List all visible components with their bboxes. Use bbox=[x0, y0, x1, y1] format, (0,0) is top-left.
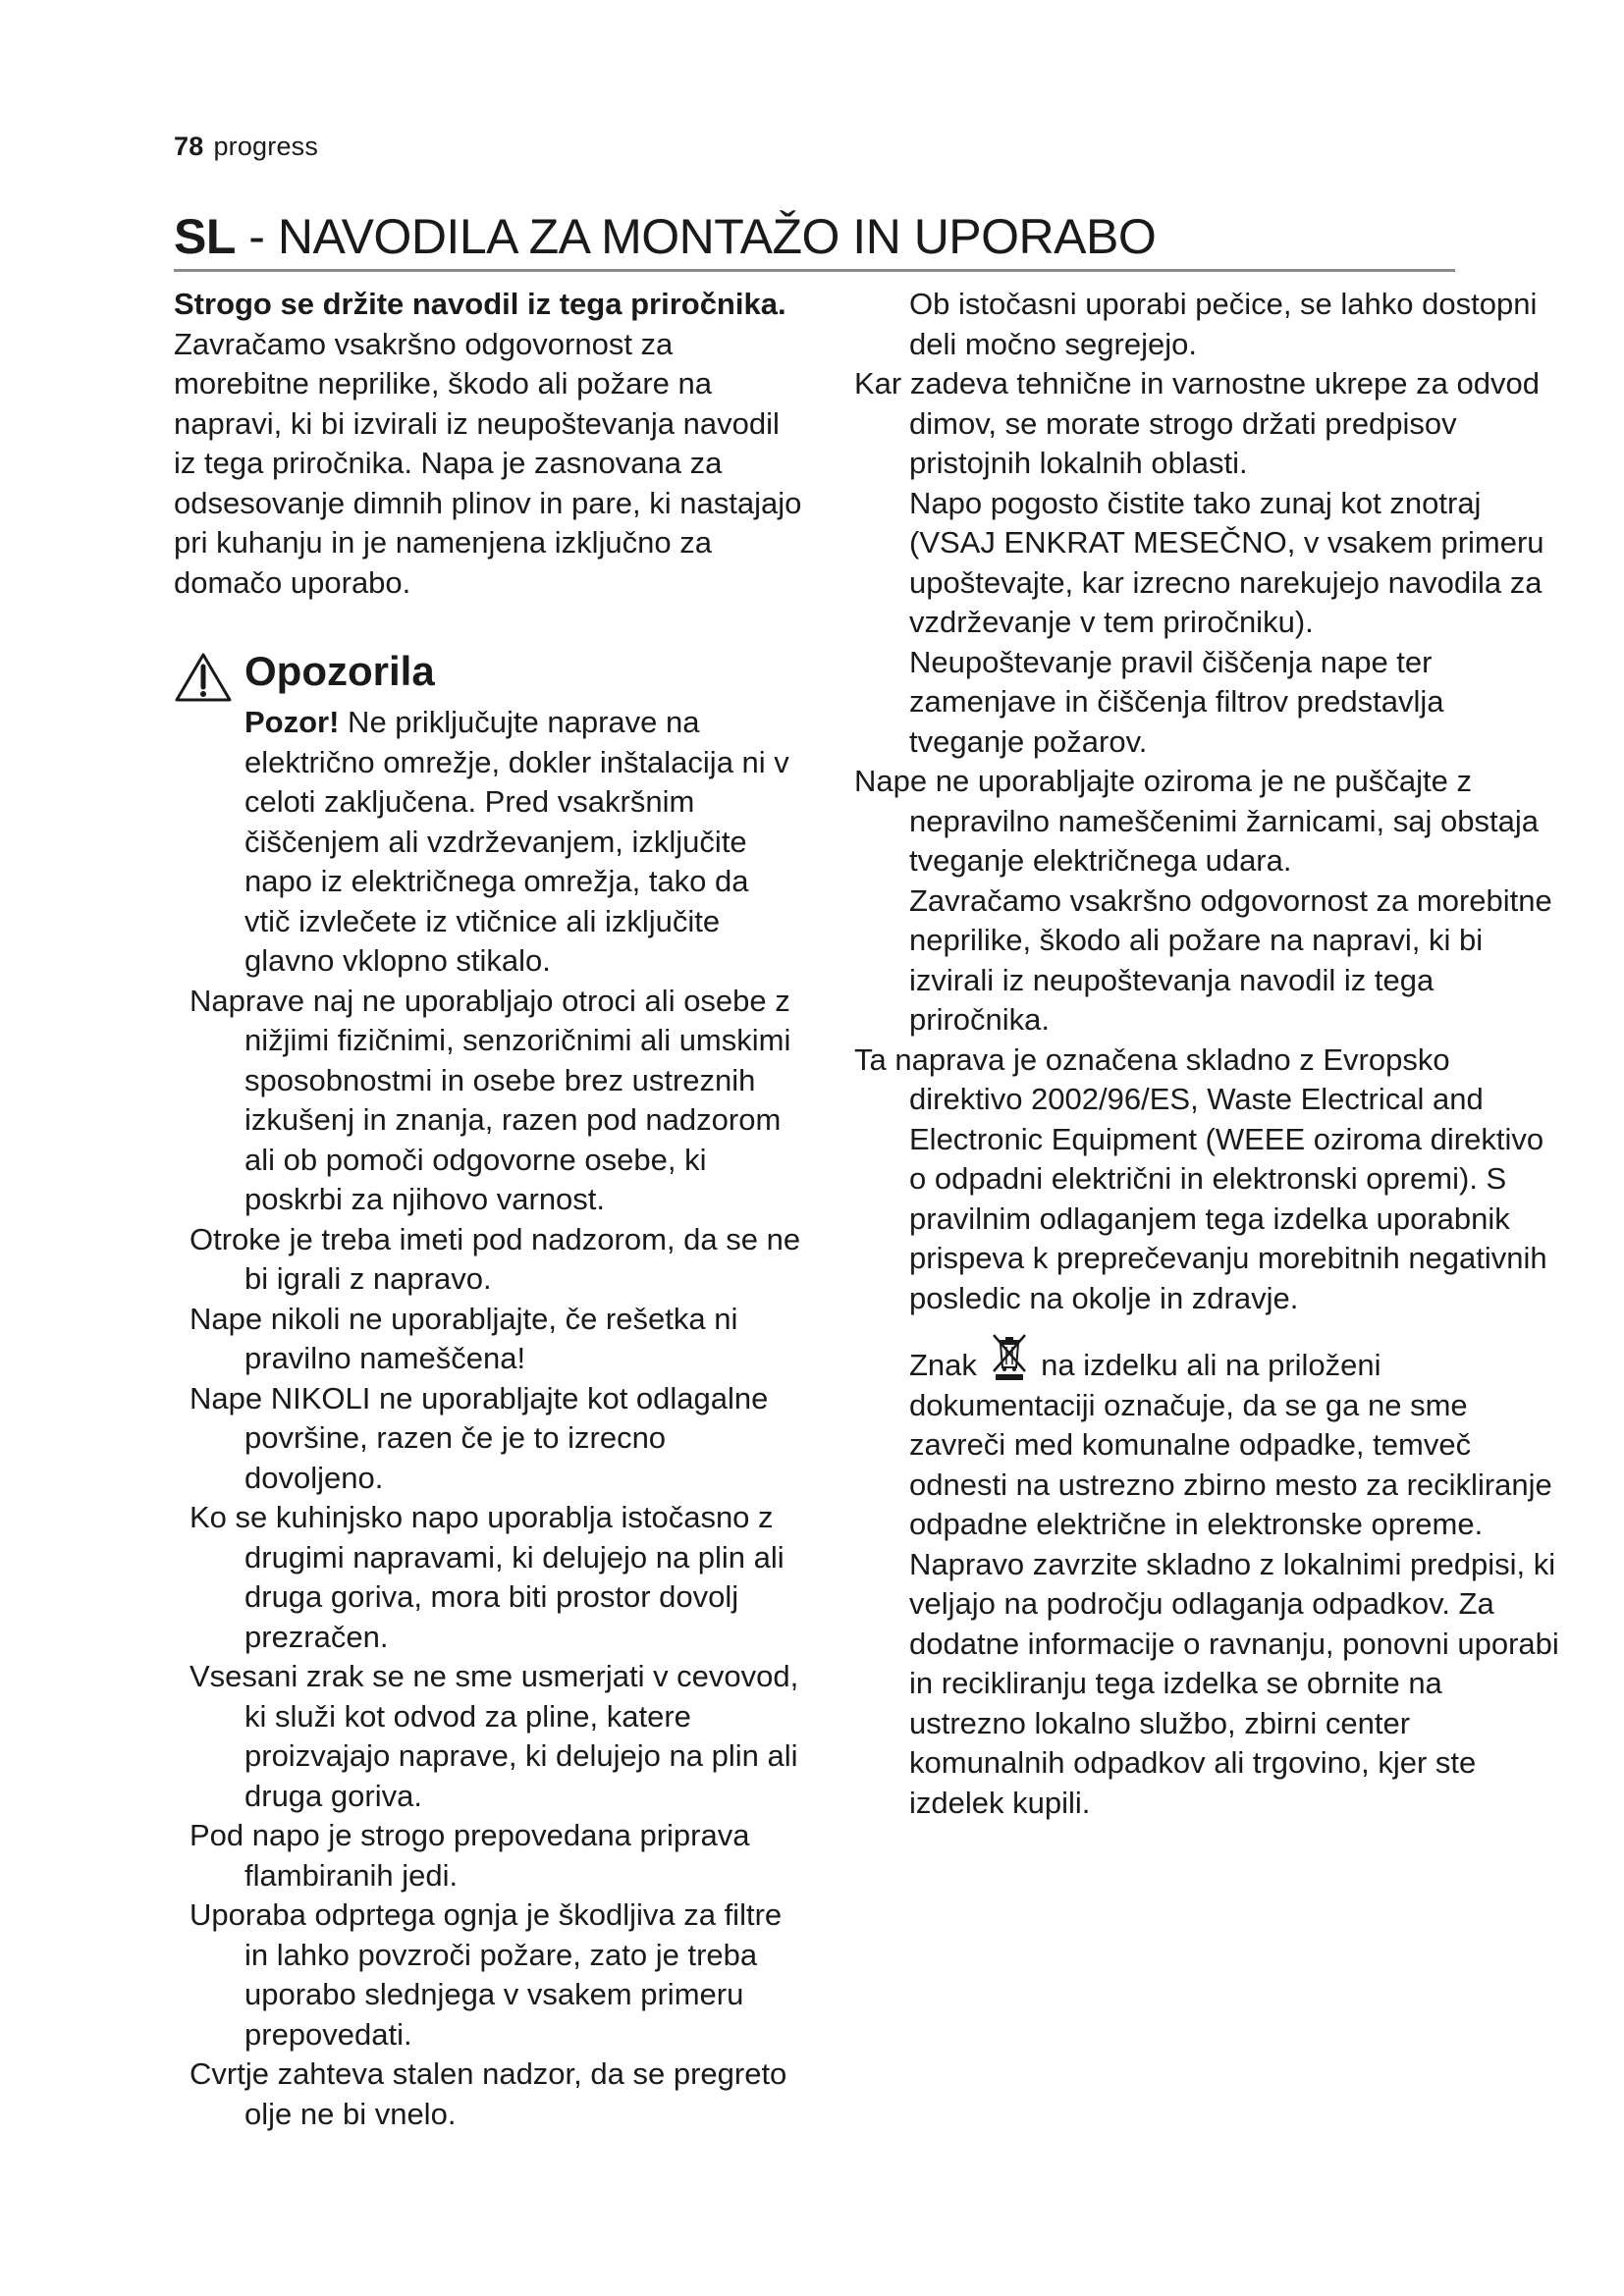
list-item: Vsesani zrak se ne sme usmerjati v cevovod, ki služi kot odvod za pline, katere proizvajajo naprave, ki delujejo na plin ali druga goriva. bbox=[189, 1659, 799, 1813]
intro-body: Zavračamo vsakršno odgovornost za morebitne neprilike, škodo ali požare na napravi, ki bi izvirali iz neupoštevanja navodil iz tega priročnika. Napa je zasnovana za odsesovanje dimnih plinov in pare, ki nastajajo pri kuhanju in je namenjena izključno za domačo uporabo. bbox=[174, 326, 802, 600]
page-header bbox=[174, 132, 318, 162]
list-item: Ta naprava je označena skladno z Evropsko direktivo 2002/96/ES, Waste Electrical and Electronic Equipment (WEEE oziroma direktivo o odpadni električni in elektronski opremi). S pravilnim odlaganjem tega izdelka uporabnik prispeva k preprečevanju morebitnih negativnih posledic na okolje in zdravje. bbox=[854, 1041, 1547, 1315]
list-item: Uporaba odprtega ognja je škodljiva za filtre in lahko povzroči požare, zato je treba uporabo slednjega v vsakem primeru prepovedati. bbox=[189, 1897, 783, 2052]
intro-lead: Strogo se držite navodil iz tega priročnika. bbox=[174, 287, 786, 321]
intro-paragraph bbox=[174, 285, 802, 603]
page-number: 78 bbox=[174, 132, 204, 161]
list-item: Kar zadeva tehnične in varnostne ukrepe za odvod dimov, se morate strogo držati predpisov pristojnih lokalnih oblasti. bbox=[854, 366, 1540, 480]
list-item: Nape ne uporabljajte oziroma je ne puščajte z nepravilno nameščenimi žarnicami, saj obstaja tveganje električnega udara. bbox=[854, 764, 1539, 878]
weee-text-before: Znak bbox=[909, 1348, 977, 1382]
list-item: Pod napo je strogo prepovedana priprava flambiranih jedi. bbox=[189, 1818, 750, 1893]
warning-text: Ne priključujte naprave na električno omrežje, dokler inštalacija ni v celoti zaključena. Pred vsakršnim čiščenjem ali vzdrževanjem, izključite napo iz električnega omrežja, tako da vtič izvlečete iz vtičnice ali izključite glavno vklopno stikalo. bbox=[244, 705, 789, 978]
weee-paragraph bbox=[909, 1332, 1561, 1823]
warning-paragraph bbox=[244, 703, 802, 982]
page-title bbox=[174, 208, 1156, 265]
warning-heading bbox=[174, 650, 802, 693]
crossed-bin-icon bbox=[990, 1332, 1029, 1381]
paragraph-oven: Ob istočasni uporabi pečice, se lahko dostopni deli močno segrejejo. bbox=[909, 287, 1538, 361]
left-column bbox=[174, 285, 802, 2134]
warning-triangle-icon bbox=[174, 652, 233, 703]
warning-pozor: Pozor! bbox=[244, 705, 340, 739]
warning-title: Opozorila bbox=[244, 648, 435, 694]
list-item: Naprave naj ne uporabljajo otroci ali osebe z nižjimi fizičnimi, senzoričnimi ali umskimi sposobnostmi in osebe brez ustreznih izkušenj in znanja, razen pod nadzorom ali ob pomoči odgovorne osebe, ki poskrbi za njihovo varnost. bbox=[189, 983, 791, 1216]
brand-name: progress bbox=[213, 132, 319, 161]
title-divider bbox=[174, 269, 1455, 272]
list-item: Otroke je treba imeti pod nadzorom, da se ne bi igrali z napravo. bbox=[189, 1221, 801, 1296]
paragraph-liability: Zavračamo vsakršno odgovornost za morebitne neprilike, škodo ali požare na napravi, ki bi izvirali iz neupoštevanja navodil iz tega priročnika. bbox=[909, 882, 1552, 1037]
list-item: Nape NIKOLI ne uporabljajte kot odlagalne površine, razen če je to izrecno dovoljeno. bbox=[189, 1380, 769, 1495]
weee-text-after: na izdelku ali na priloženi dokumentaciji označuje, da se ga ne sme zavreči med komunalne odpadke, temveč odnesti na ustrezno zbirno mesto za recikliranje odpadne električne in elektronske opreme. Napravo zavrzite skladno z lokalnimi predpisi, ki veljajo na področju odlaganja odpadkov. Za dodatne informacije o ravnanju, ponovni uporabi in recikliranju tega izdelka se obrnite na ustrezno lokalno službo, zbirni center komunalnih odpadkov ali trgovino, kjer ste izdelek kupili. bbox=[909, 1348, 1559, 1820]
language-code: SL bbox=[174, 209, 236, 264]
list-item: Nape nikoli ne uporabljajte, če rešetka ni pravilno nameščena! bbox=[189, 1301, 738, 1375]
paragraph-fire-risk: Neupoštevanje pravil čiščenja nape ter zamenjave in čiščenja filtrov predstavlja tveganje požarov. bbox=[909, 644, 1444, 759]
title-text: - NAVODILA ZA MONTAŽO IN UPORABO bbox=[235, 209, 1157, 264]
list-item: Ko se kuhinjsko napo uporablja istočasno z drugimi napravami, ki delujejo na plin ali druga goriva, mora biti prostor dovolj prezračen. bbox=[189, 1500, 785, 1654]
right-column bbox=[854, 285, 1561, 1823]
list-item: Cvrtje zahteva stalen nadzor, da se pregreto olje ne bi vnelo. bbox=[189, 2056, 787, 2131]
paragraph-cleaning: Napo pogosto čistite tako zunaj kot znotraj (VSAJ ENKRAT MESEČNO, v vsakem primeru upoštevajte, kar izrecno narekujejo navodila za vzdrževanje v tem priročniku). bbox=[909, 485, 1544, 639]
